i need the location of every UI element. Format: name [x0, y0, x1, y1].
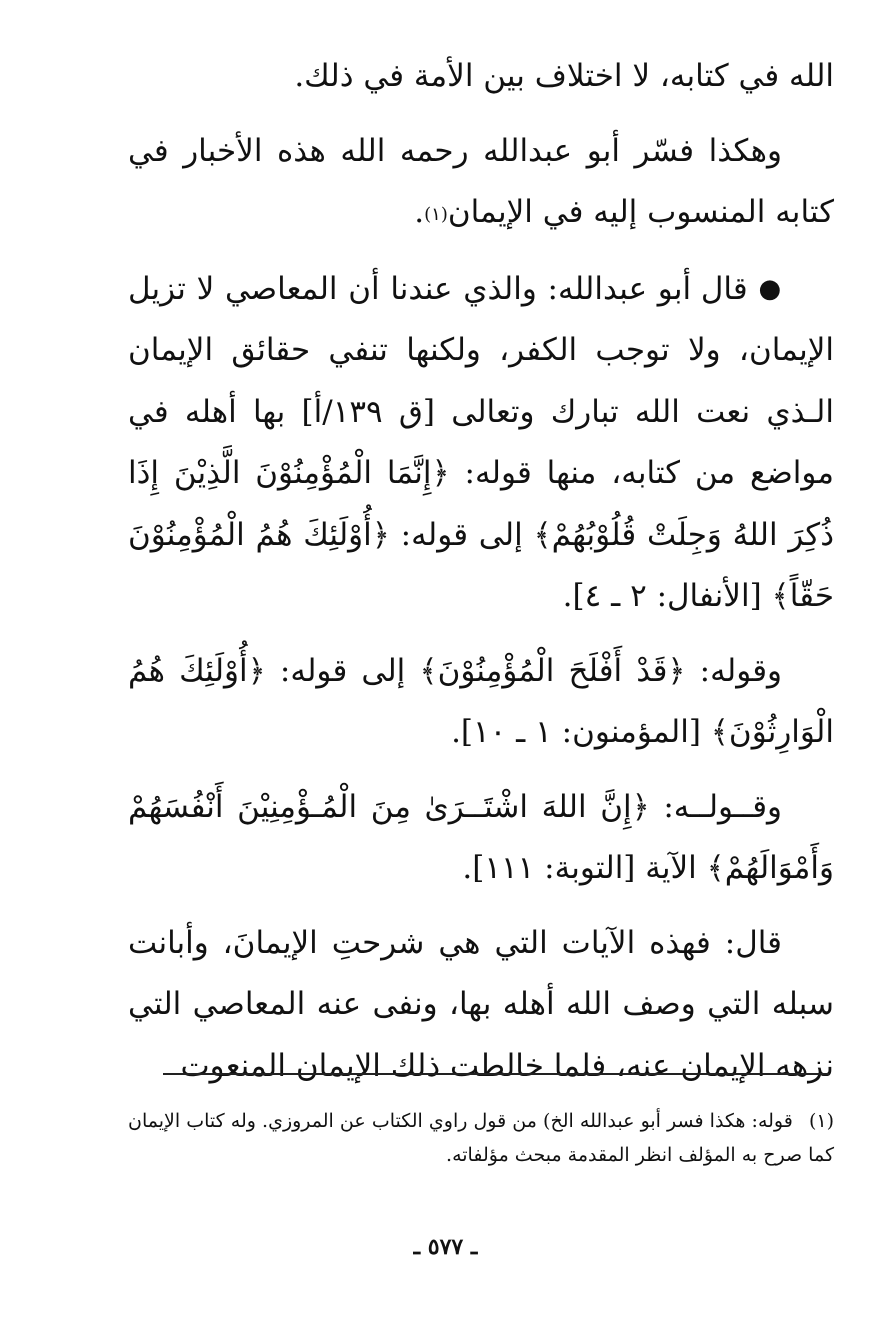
paragraph-end-mark: . — [414, 194, 425, 230]
footnote-item — [128, 1104, 834, 1172]
paragraph-abu-abdullah — [128, 259, 834, 628]
paragraph-tafsir-note — [128, 121, 834, 246]
paragraph-text: قال: فهذه الآيات التي هي شرحتِ الإيمانَ، وأبانت سبله التي وصف الله أهله بها، ونفى عنه المعاصي التي نزهه الإيمان عنه، فلما خالطت ذلك الإيمان المنعوت — [128, 924, 834, 1084]
paragraph-text: الله في كتابه، لا اختلاف بين الأمة في ذلك. — [294, 58, 834, 94]
paragraph-text: وقــولــه: ﴿إِنَّ اللهَ اشْتَــرَىٰ مِنَ الْمُـؤْمِنِيْنَ أَنْفُسَهُمْ وَأَمْوَالَهُمْ﴾ الآية [التوبة: ١١١]. — [128, 788, 834, 886]
page-number: ـ ٥٧٧ ـ — [413, 1234, 478, 1260]
paragraph-text: قال أبو عبدالله: والذي عندنا أن المعاصي لا تزيل الإيمان، ولا توجب الكفر، ولكنها تنفي حقائق الإيمان الـذي نعت الله تبارك وتعالى [ق ١٣٩/أ] بها أهله في مواضع من كتابه، منها قوله: ﴿إِنَّمَا الْمُؤْمِنُوْنَ الَّذِيْنَ إِذَا ذُكِرَ اللهُ وَجِلَتْ قُلُوْبُهُمْ﴾ إلى قوله: ﴿أُوْلَئِكَ هُمُ الْمُؤْمِنُوْنَ حَقّاً﴾ [الأنفال: ٢ ـ ٤]. — [128, 270, 834, 614]
main-text — [128, 46, 834, 1110]
paragraph-text: وقوله: ﴿قَدْ أَفْلَحَ الْمُؤْمِنُوْنَ﴾ إلى قوله: ﴿أُوْلَئِكَ هُمُ الْوَارِثُوْنَ﴾ [المؤمنون: ١ ـ ١٠]. — [128, 652, 834, 750]
paragraph-text: وهكذا فسّر أبو عبدالله رحمه الله هذه الأخبار في كتابه المنسوب إليه في الإيمان — [128, 132, 834, 230]
footnote-number: (١) — [808, 1110, 834, 1132]
paragraph-conclusion — [128, 913, 834, 1098]
footnote-reference: (١) — [424, 204, 448, 225]
footnote-section — [128, 1104, 834, 1172]
footnote-separator — [163, 1073, 829, 1075]
paragraph-tawbah-verse — [128, 777, 834, 900]
bullet-icon: ● — [758, 273, 782, 304]
paragraph-continuation — [128, 46, 834, 108]
paragraph-muminun-verse — [128, 641, 834, 764]
footnote-text: قوله: هكذا فسر أبو عبدالله الخ) من قول راوي الكتاب عن المروزي. وله كتاب الإيمان كما صرح به المؤلف انظر المقدمة مبحث مؤلفاته. — [128, 1110, 834, 1166]
